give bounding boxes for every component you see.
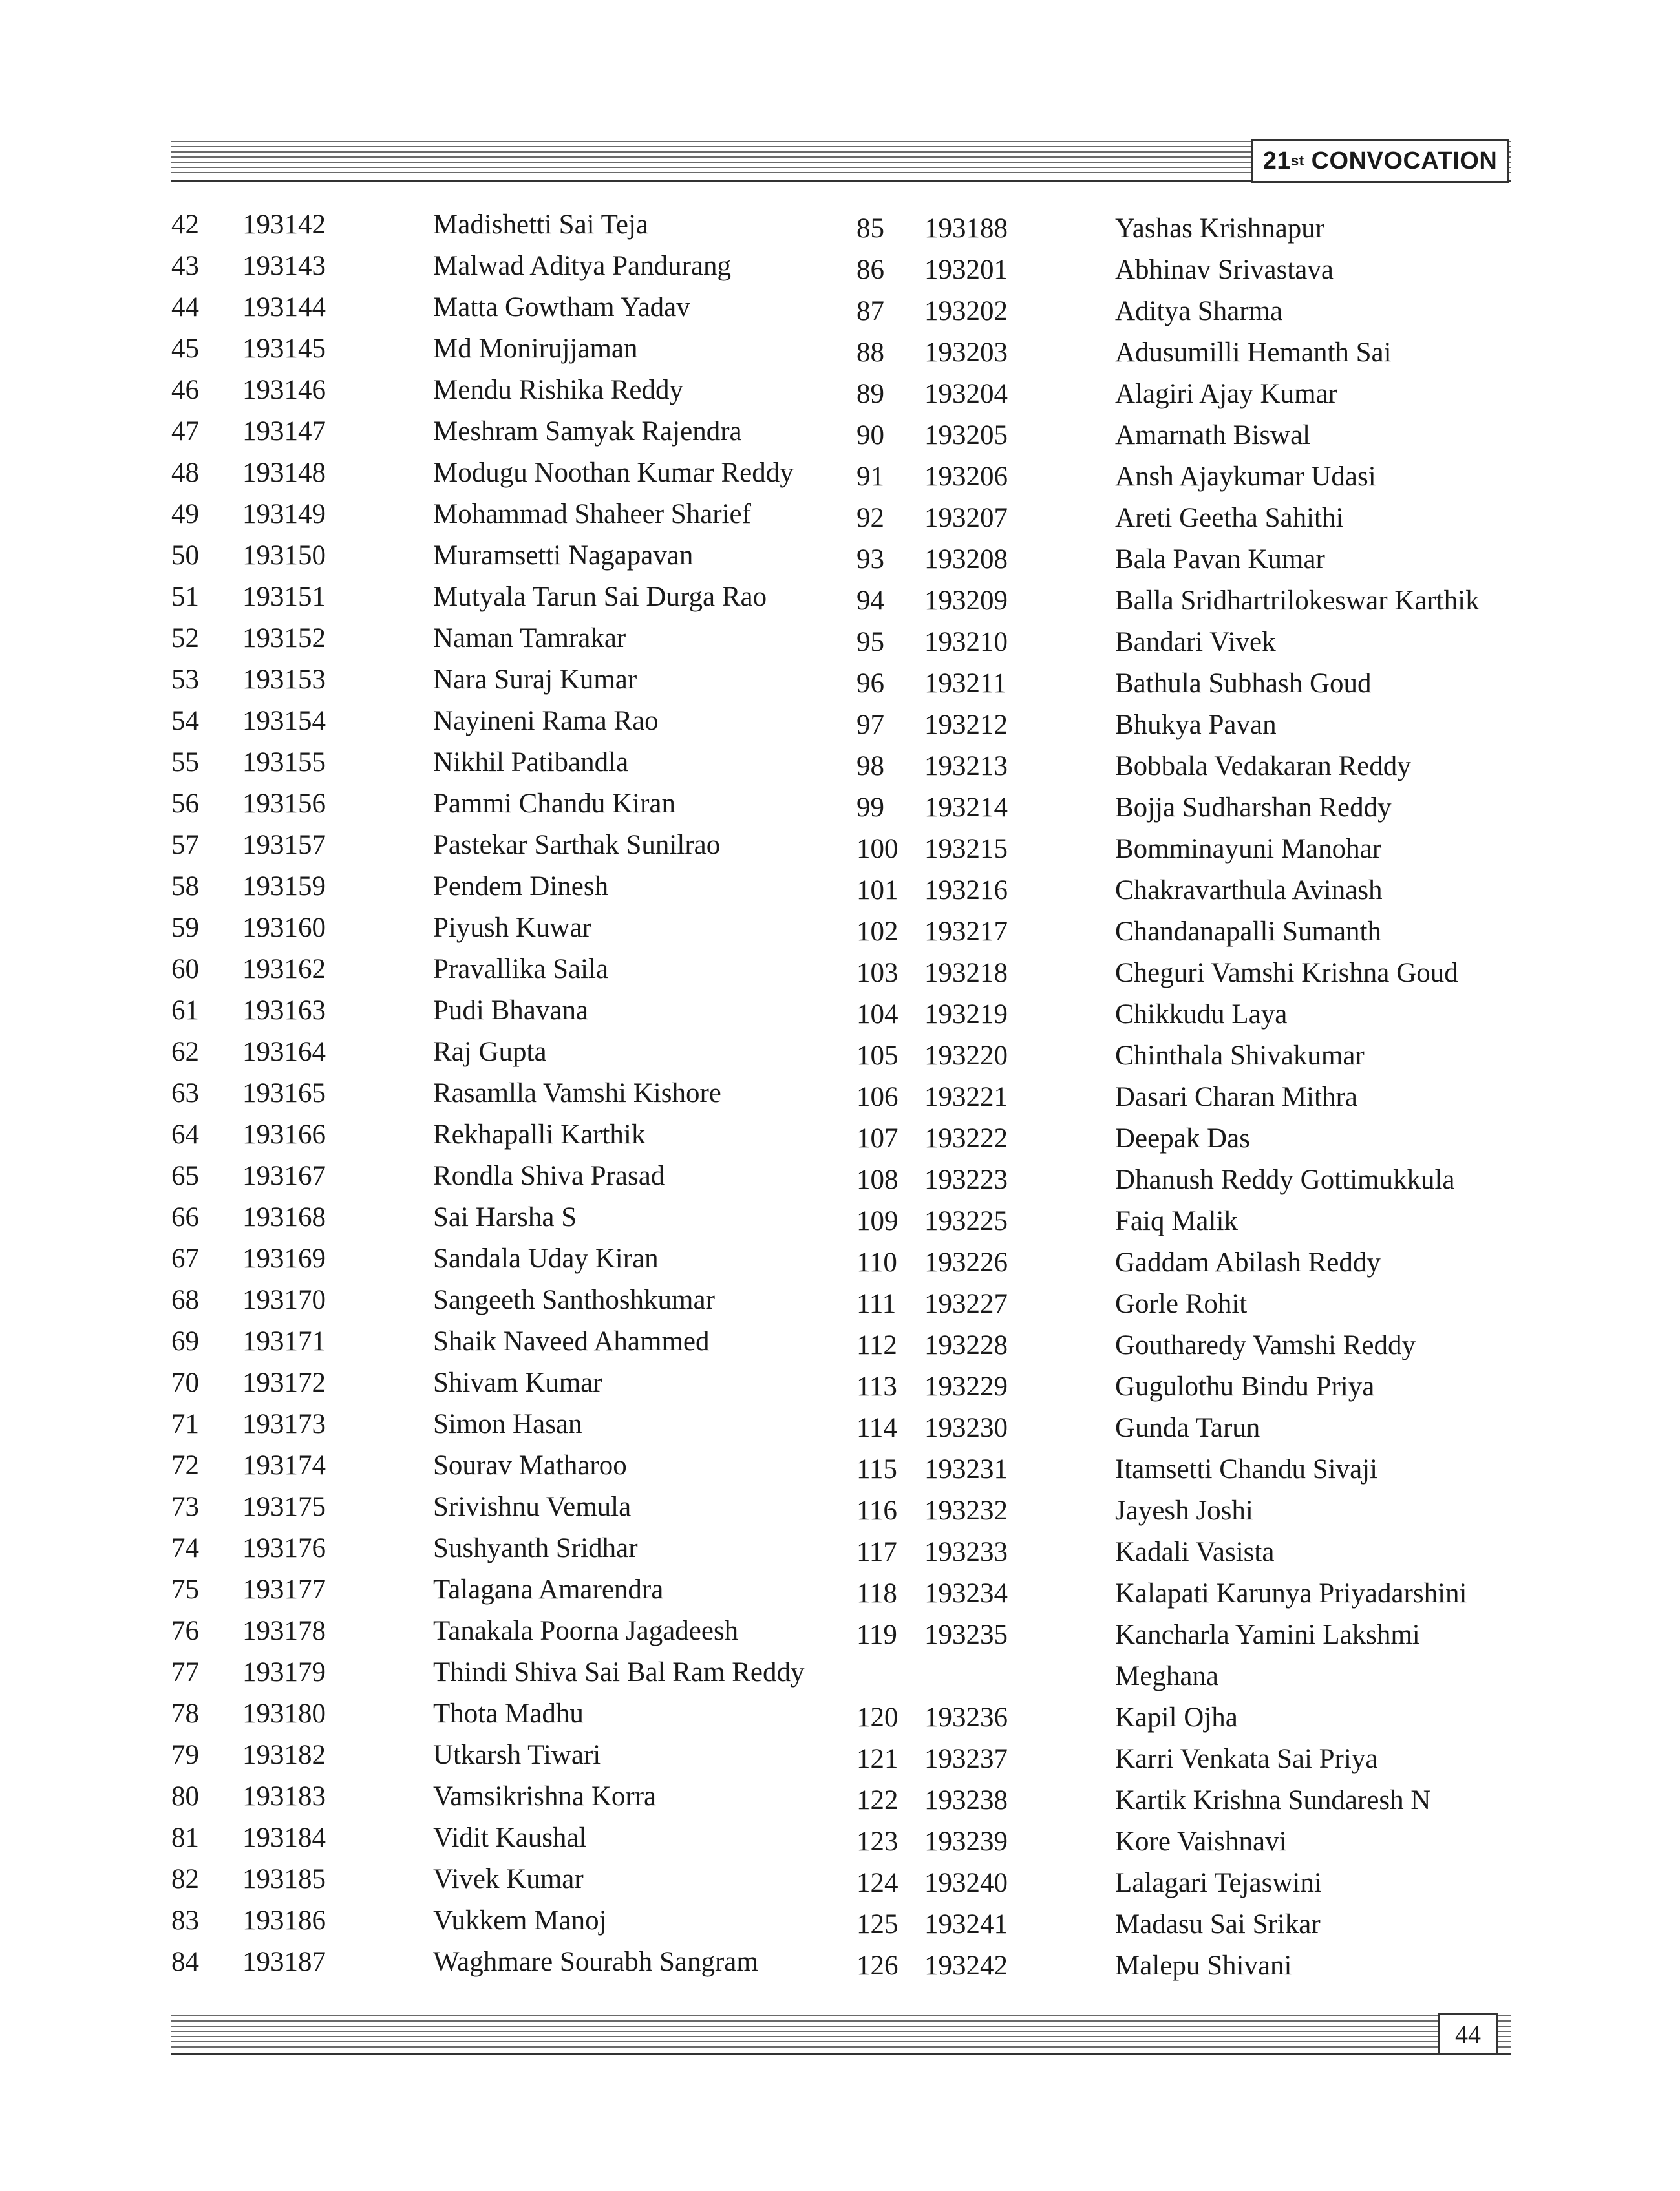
serial-number: 113 [856, 1371, 897, 1402]
serial-number: 86 [856, 255, 884, 285]
student-id: 193215 [924, 834, 1008, 864]
student-id: 193150 [242, 540, 326, 571]
serial-number: 102 [856, 916, 898, 947]
student-name: Modugu Noothan Kumar Reddy [433, 458, 794, 488]
student-name: Chinthala Shivakumar [1115, 1041, 1365, 1071]
student-name: Mendu Rishika Reddy [433, 375, 683, 405]
student-name: Kore Vaishnavi [1115, 1826, 1287, 1857]
serial-number: 62 [171, 1037, 199, 1067]
student-id: 193233 [924, 1537, 1008, 1567]
serial-number: 77 [171, 1657, 199, 1688]
student-name: Chikkudu Laya [1115, 999, 1288, 1030]
serial-number: 116 [856, 1496, 897, 1526]
student-id: 193241 [924, 1909, 1008, 1940]
serial-number: 110 [856, 1247, 897, 1278]
student-id: 193209 [924, 586, 1008, 616]
student-name: Aditya Sharma [1115, 296, 1283, 326]
serial-number: 83 [171, 1905, 199, 1936]
student-id: 193232 [924, 1496, 1008, 1526]
left-roster-column [171, 206, 831, 1983]
serial-number: 46 [171, 375, 199, 405]
student-name: Thindi Shiva Sai Bal Ram Reddy [433, 1657, 805, 1688]
student-name: Mutyala Tarun Sai Durga Rao [433, 582, 767, 612]
student-id: 193142 [242, 209, 326, 240]
serial-number: 67 [171, 1244, 199, 1274]
serial-number: 85 [856, 213, 884, 244]
student-id: 193180 [242, 1699, 326, 1729]
serial-number: 89 [856, 379, 884, 409]
student-name: Pravallika Saila [433, 954, 609, 984]
student-id: 193168 [242, 1202, 326, 1233]
serial-number: 56 [171, 789, 199, 819]
student-name: Naman Tamrakar [433, 623, 626, 653]
student-name: Rondla Shiva Prasad [433, 1161, 665, 1191]
student-name: Rekhapalli Karthik [433, 1119, 646, 1150]
student-name: Waghmare Sourabh Sangram [433, 1947, 758, 1977]
student-id: 193175 [242, 1492, 326, 1522]
student-name: Sourav Matharoo [433, 1450, 627, 1481]
student-id: 193213 [924, 751, 1008, 781]
student-name: Srivishnu Vemula [433, 1492, 632, 1522]
serial-number: 49 [171, 499, 199, 529]
serial-number: 66 [171, 1202, 199, 1233]
serial-number: 106 [856, 1082, 898, 1112]
student-name: Gugulothu Bindu Priya [1115, 1371, 1375, 1402]
serial-number: 124 [856, 1868, 898, 1898]
student-name: Vidit Kaushal [433, 1823, 587, 1853]
student-name: Bandari Vivek [1115, 627, 1276, 657]
student-id: 193164 [242, 1037, 326, 1067]
student-name: Kancharla Yamini Lakshmi [1115, 1620, 1420, 1650]
serial-number: 71 [171, 1409, 199, 1439]
student-id: 193222 [924, 1123, 1008, 1154]
student-id: 193173 [242, 1409, 326, 1439]
student-name: Ansh Ajaykumar Udasi [1115, 461, 1376, 492]
student-id: 193219 [924, 999, 1008, 1030]
student-name: Pudi Bhavana [433, 995, 589, 1026]
student-name: Adusumilli Hemanth Sai [1115, 337, 1392, 368]
student-id: 193163 [242, 995, 326, 1026]
student-name: Kadali Vasista [1115, 1537, 1275, 1567]
serial-number: 126 [856, 1951, 898, 1981]
serial-number: 125 [856, 1909, 898, 1940]
student-name: Simon Hasan [433, 1409, 582, 1439]
student-id: 193146 [242, 375, 326, 405]
serial-number: 55 [171, 747, 199, 778]
student-name: Nikhil Patibandla [433, 747, 629, 778]
student-name: Bala Pavan Kumar [1115, 544, 1325, 575]
student-id: 193157 [242, 830, 326, 860]
student-id: 193235 [924, 1620, 1008, 1650]
student-id: 193242 [924, 1951, 1008, 1981]
student-id: 193165 [242, 1078, 326, 1108]
student-id: 193177 [242, 1574, 326, 1605]
student-id: 193147 [242, 416, 326, 447]
serial-number: 47 [171, 416, 199, 447]
student-name: Md Monirujjaman [433, 333, 638, 364]
serial-number: 93 [856, 544, 884, 575]
serial-number: 92 [856, 503, 884, 533]
student-name: Piyush Kuwar [433, 913, 591, 943]
student-name: Cheguri Vamshi Krishna Goud [1115, 958, 1458, 988]
student-name: Malepu Shivani [1115, 1951, 1292, 1981]
student-id: 193230 [924, 1413, 1008, 1443]
student-id: 193170 [242, 1285, 326, 1315]
serial-number: 90 [856, 420, 884, 450]
serial-number: 105 [856, 1041, 898, 1071]
student-id: 193202 [924, 296, 1008, 326]
serial-number: 120 [856, 1702, 898, 1733]
serial-number: 115 [856, 1454, 897, 1485]
serial-number: 95 [856, 627, 884, 657]
serial-number: 51 [171, 582, 199, 612]
student-id: 193231 [924, 1454, 1008, 1485]
student-name: Vivek Kumar [433, 1864, 584, 1894]
student-name: Talagana Amarendra [433, 1574, 664, 1605]
serial-number: 88 [856, 337, 884, 368]
student-name: Vamsikrishna Korra [433, 1781, 657, 1812]
student-id: 193145 [242, 333, 326, 364]
student-name: Pastekar Sarthak Sunilrao [433, 830, 721, 860]
student-id: 193239 [924, 1826, 1008, 1857]
serial-number: 73 [171, 1492, 199, 1522]
student-id: 193228 [924, 1330, 1008, 1360]
student-id: 193226 [924, 1247, 1008, 1278]
student-name: Dasari Charan Mithra [1115, 1082, 1357, 1112]
student-id: 193178 [242, 1616, 326, 1646]
student-name: Jayesh Joshi [1115, 1496, 1253, 1526]
serial-number: 61 [171, 995, 199, 1026]
serial-number: 43 [171, 251, 199, 281]
student-id: 193172 [242, 1368, 326, 1398]
student-name: Nayineni Rama Rao [433, 706, 659, 736]
student-id: 193144 [242, 292, 326, 323]
student-name: Deepak Das [1115, 1123, 1250, 1154]
student-name: Matta Gowtham Yadav [433, 292, 690, 323]
student-id: 193162 [242, 954, 326, 984]
serial-number: 60 [171, 954, 199, 984]
serial-number: 65 [171, 1161, 199, 1191]
student-name: Shaik Naveed Ahammed [433, 1326, 710, 1357]
student-id: 193220 [924, 1041, 1008, 1071]
student-id: 193176 [242, 1533, 326, 1563]
student-name: Sangeeth Santhoshkumar [433, 1285, 715, 1315]
header-prefix: 21 [1262, 147, 1291, 175]
student-id: 193206 [924, 461, 1008, 492]
student-name: Bathula Subhash Goud [1115, 668, 1372, 699]
student-id: 193166 [242, 1119, 326, 1150]
serial-number: 69 [171, 1326, 199, 1357]
student-id: 193216 [924, 875, 1008, 905]
student-id: 193171 [242, 1326, 326, 1357]
serial-number: 75 [171, 1574, 199, 1605]
student-id: 193221 [924, 1082, 1008, 1112]
student-id: 193156 [242, 789, 326, 819]
serial-number: 59 [171, 913, 199, 943]
serial-number: 100 [856, 834, 898, 864]
student-id: 193183 [242, 1781, 326, 1812]
student-name: Mohammad Shaheer Sharief [433, 499, 751, 529]
serial-number: 108 [856, 1165, 898, 1195]
serial-number: 96 [856, 668, 884, 699]
student-name: Kapil Ojha [1115, 1702, 1238, 1733]
student-name: Pendem Dinesh [433, 871, 609, 902]
serial-number: 68 [171, 1285, 199, 1315]
student-name: Alagiri Ajay Kumar [1115, 379, 1337, 409]
student-name: Faiq Malik [1115, 1206, 1238, 1236]
serial-number: 54 [171, 706, 199, 736]
student-id: 193201 [924, 255, 1008, 285]
student-name: Balla Sridhartrilokeswar Karthik [1115, 586, 1480, 616]
serial-number: 121 [856, 1744, 898, 1774]
student-name: Bojja Sudharshan Reddy [1115, 792, 1392, 823]
serial-number: 80 [171, 1781, 199, 1812]
page-number: 44 [1438, 2013, 1498, 2055]
student-id: 193179 [242, 1657, 326, 1688]
student-name: Dhanush Reddy Gottimukkula [1115, 1165, 1455, 1195]
student-id: 193182 [242, 1740, 326, 1770]
student-name: Madasu Sai Srikar [1115, 1909, 1321, 1940]
student-id: 193207 [924, 503, 1008, 533]
student-id: 193203 [924, 337, 1008, 368]
student-id: 193185 [242, 1864, 326, 1894]
student-name: Lalagari Tejaswini [1115, 1868, 1322, 1898]
student-id: 193210 [924, 627, 1008, 657]
student-name: Sandala Uday Kiran [433, 1244, 659, 1274]
serial-number: 112 [856, 1330, 897, 1360]
student-name: Vukkem Manoj [433, 1905, 607, 1936]
student-name: Meghana [1115, 1661, 1218, 1691]
student-name: Shivam Kumar [433, 1368, 602, 1398]
serial-number: 45 [171, 333, 199, 364]
header-title: CONVOCATION [1311, 147, 1498, 175]
student-id: 193236 [924, 1702, 1008, 1733]
serial-number: 99 [856, 792, 884, 823]
header-superscript: st [1290, 153, 1304, 169]
serial-number: 81 [171, 1823, 199, 1853]
student-name: Pammi Chandu Kiran [433, 789, 676, 819]
serial-number: 94 [856, 586, 884, 616]
student-id: 193143 [242, 251, 326, 281]
student-id: 193217 [924, 916, 1008, 947]
student-name: Gaddam Abilash Reddy [1115, 1247, 1381, 1278]
student-name: Malwad Aditya Pandurang [433, 251, 731, 281]
student-name: Sushyanth Sridhar [433, 1533, 638, 1563]
serial-number: 76 [171, 1616, 199, 1646]
student-id: 193174 [242, 1450, 326, 1481]
student-name: Kartik Krishna Sundaresh N [1115, 1785, 1431, 1815]
student-id: 193188 [924, 213, 1008, 244]
student-id: 193151 [242, 582, 326, 612]
student-id: 193169 [242, 1244, 326, 1274]
serial-number: 63 [171, 1078, 199, 1108]
student-name: Muramsetti Nagapavan [433, 540, 694, 571]
serial-number: 111 [856, 1289, 897, 1319]
student-id: 193214 [924, 792, 1008, 823]
student-id: 193204 [924, 379, 1008, 409]
student-id: 193237 [924, 1744, 1008, 1774]
student-name: Sai Harsha S [433, 1202, 577, 1233]
student-name: Areti Geetha Sahithi [1115, 503, 1344, 533]
student-name: Utkarsh Tiwari [433, 1740, 601, 1770]
serial-number: 64 [171, 1119, 199, 1150]
serial-number: 101 [856, 875, 898, 905]
student-id: 193240 [924, 1868, 1008, 1898]
serial-number: 48 [171, 458, 199, 488]
student-name: Nara Suraj Kumar [433, 664, 637, 695]
student-id: 193184 [242, 1823, 326, 1853]
student-id: 193154 [242, 706, 326, 736]
student-id: 193212 [924, 710, 1008, 740]
serial-number: 82 [171, 1864, 199, 1894]
serial-number: 78 [171, 1699, 199, 1729]
serial-number: 98 [856, 751, 884, 781]
student-name: Rasamlla Vamshi Kishore [433, 1078, 721, 1108]
student-name: Chandanapalli Sumanth [1115, 916, 1382, 947]
student-id: 193225 [924, 1206, 1008, 1236]
student-name: Bomminayuni Manohar [1115, 834, 1382, 864]
student-id: 193186 [242, 1905, 326, 1936]
student-name: Bhukya Pavan [1115, 710, 1277, 740]
serial-number: 57 [171, 830, 199, 860]
serial-number: 84 [171, 1947, 199, 1977]
student-id: 193211 [924, 668, 1007, 699]
student-id: 193187 [242, 1947, 326, 1977]
student-name: Chakravarthula Avinash [1115, 875, 1383, 905]
student-name: Thota Madhu [433, 1699, 584, 1729]
serial-number: 123 [856, 1826, 898, 1857]
student-id: 193227 [924, 1289, 1008, 1319]
serial-number: 58 [171, 871, 199, 902]
serial-number: 97 [856, 710, 884, 740]
student-name: Amarnath Biswal [1115, 420, 1311, 450]
student-name: Karri Venkata Sai Priya [1115, 1744, 1378, 1774]
serial-number: 107 [856, 1123, 898, 1154]
student-name: Goutharedy Vamshi Reddy [1115, 1330, 1416, 1360]
student-id: 193218 [924, 958, 1008, 988]
student-id: 193205 [924, 420, 1008, 450]
student-name: Tanakala Poorna Jagadeesh [433, 1616, 739, 1646]
serial-number: 72 [171, 1450, 199, 1481]
student-name: Itamsetti Chandu Sivaji [1115, 1454, 1378, 1485]
serial-number: 118 [856, 1578, 897, 1609]
serial-number: 74 [171, 1533, 199, 1563]
student-id: 193167 [242, 1161, 326, 1191]
student-id: 193149 [242, 499, 326, 529]
student-name: Madishetti Sai Teja [433, 209, 648, 240]
student-id: 193234 [924, 1578, 1008, 1609]
student-id: 193152 [242, 623, 326, 653]
serial-number: 53 [171, 664, 199, 695]
serial-number: 44 [171, 292, 199, 323]
student-id: 193229 [924, 1371, 1008, 1402]
student-name: Gorle Rohit [1115, 1289, 1248, 1319]
student-name: Raj Gupta [433, 1037, 547, 1067]
student-id: 193155 [242, 747, 326, 778]
serial-number: 122 [856, 1785, 898, 1815]
student-name: Bobbala Vedakaran Reddy [1115, 751, 1411, 781]
serial-number: 42 [171, 209, 199, 240]
serial-number: 87 [856, 296, 884, 326]
student-id: 193148 [242, 458, 326, 488]
serial-number: 103 [856, 958, 898, 988]
student-id: 193208 [924, 544, 1008, 575]
serial-number: 109 [856, 1206, 898, 1236]
serial-number: 50 [171, 540, 199, 571]
serial-number: 70 [171, 1368, 199, 1398]
student-id: 193238 [924, 1785, 1008, 1815]
serial-number: 117 [856, 1537, 897, 1567]
student-name: Yashas Krishnapur [1115, 213, 1325, 244]
student-name: Kalapati Karunya Priyadarshini [1115, 1578, 1467, 1609]
serial-number: 114 [856, 1413, 897, 1443]
serial-number: 52 [171, 623, 199, 653]
student-id: 193159 [242, 871, 326, 902]
student-id: 193153 [242, 664, 326, 695]
student-name: Gunda Tarun [1115, 1413, 1260, 1443]
convocation-header [1251, 139, 1509, 183]
student-id: 193160 [242, 913, 326, 943]
student-name: Meshram Samyak Rajendra [433, 416, 742, 447]
student-id: 193223 [924, 1165, 1008, 1195]
right-roster-column [856, 209, 1568, 1987]
serial-number: 119 [856, 1620, 897, 1650]
serial-number: 91 [856, 461, 884, 492]
serial-number: 104 [856, 999, 898, 1030]
serial-number: 79 [171, 1740, 199, 1770]
student-name: Abhinav Srivastava [1115, 255, 1334, 285]
